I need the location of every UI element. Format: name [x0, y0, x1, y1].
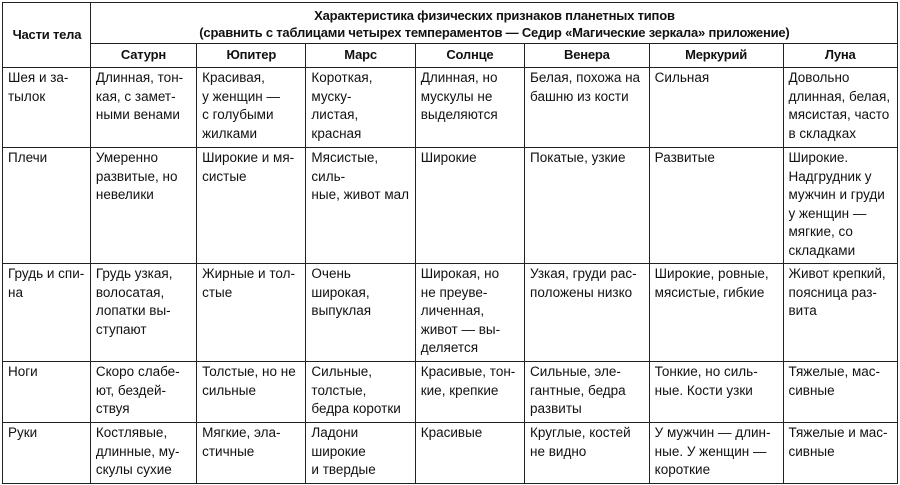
- table-cell: Умеренно развитые, но невелики: [90, 148, 196, 264]
- table-row: [3, 362, 898, 423]
- table-cell: Красивые, тон- кие, крепкие: [415, 362, 524, 423]
- corner-header: Части тела: [3, 3, 91, 68]
- planet-header: Солнце: [415, 44, 524, 68]
- table-cell: Мягкие, эла- стичные: [197, 423, 306, 484]
- body-part-label: Грудь и спи- на: [3, 264, 91, 362]
- table-cell: Жирные и тол- стые: [197, 264, 306, 362]
- table-cell: Длинная, тон- кая, с замет- ными венами: [90, 68, 196, 148]
- planet-header: Венера: [525, 44, 650, 68]
- table-cell: Сильные, толстые, бедра коротки: [306, 362, 415, 423]
- table-cell: Ладони широкие и твердые: [306, 423, 415, 484]
- table-cell: Тяжелые, мас- сивные: [783, 362, 898, 423]
- table-cell: Тонкие, но силь- ные. Кости узки: [649, 362, 783, 423]
- table-cell: Широкие, ровные, мясистые, гибкие: [649, 264, 783, 362]
- table-cell: Красивые: [415, 423, 524, 484]
- table-cell: Толстые, но не сильные: [197, 362, 306, 423]
- table-cell: Белая, похожа на башню из кости: [525, 68, 650, 148]
- table-row: [3, 148, 898, 264]
- table-cell: Красивая, у женщин — с голубыми жилками: [197, 68, 306, 148]
- table-cell: Длинная, но мускулы не выделяются: [415, 68, 524, 148]
- caption-line-1: Характеристика физических признаков планетных типов: [314, 8, 675, 23]
- table-cell: Широкие и мя- систые: [197, 148, 306, 264]
- table-cell: Сильные, эле- гантные, бедра развиты: [525, 362, 650, 423]
- planet-header: Сатурн: [90, 44, 196, 68]
- table-cell: Широкие: [415, 148, 524, 264]
- table-cell: Грудь узкая, волосатая, лопатки вы- ступают: [90, 264, 196, 362]
- table-cell: Довольно длинная, белая, мясистая, часто в складках: [783, 68, 898, 148]
- table-cell: Широкая, но не преуве- личенная, живот — вы- деляется: [415, 264, 524, 362]
- table-cell: Сильная: [649, 68, 783, 148]
- table-cell: Костлявые, длинные, му- скулы сухие: [90, 423, 196, 484]
- table-cell: Тяжелые и мас- сивные: [783, 423, 898, 484]
- table-cell: Короткая, муску- листая, красная: [306, 68, 415, 148]
- table-cell: Скоро слабе- ют, бездей- ствуя: [90, 362, 196, 423]
- body-part-label: Шея и за- тылок: [3, 68, 91, 148]
- caption-line-2: (сравнить с таблицами четырех темпераментов — Седир «Магические зеркала» приложение): [199, 25, 790, 40]
- planet-header: Луна: [783, 44, 898, 68]
- table-cell: Широкие. Надгрудник у мужчин и груди у женщин — мягкие, со складками: [783, 148, 898, 264]
- table-cell: Мясистые, силь- ные, живот мал: [306, 148, 415, 264]
- table-cell: Живот крепкий, поясница раз- вита: [783, 264, 898, 362]
- body-part-label: Плечи: [3, 148, 91, 264]
- table-row: [3, 68, 898, 148]
- body-part-label: Руки: [3, 423, 91, 484]
- body-part-label: Ноги: [3, 362, 91, 423]
- table-cell: У мужчин — длин- ные. У женщин — короткие: [649, 423, 783, 484]
- table-row: [3, 264, 898, 362]
- planet-header: Юпитер: [197, 44, 306, 68]
- table-cell: Узкая, груди рас- положены низко: [525, 264, 650, 362]
- planet-header: Меркурий: [649, 44, 783, 68]
- table-row: [3, 423, 898, 484]
- table-cell: Покатые, узкие: [525, 148, 650, 264]
- planetary-types-table: [2, 2, 898, 484]
- table-cell: Очень широкая, выпуклая: [306, 264, 415, 362]
- table-cell: Круглые, костей не видно: [525, 423, 650, 484]
- table-cell: Развитые: [649, 148, 783, 264]
- planet-header: Марс: [306, 44, 415, 68]
- table-caption: [90, 3, 897, 44]
